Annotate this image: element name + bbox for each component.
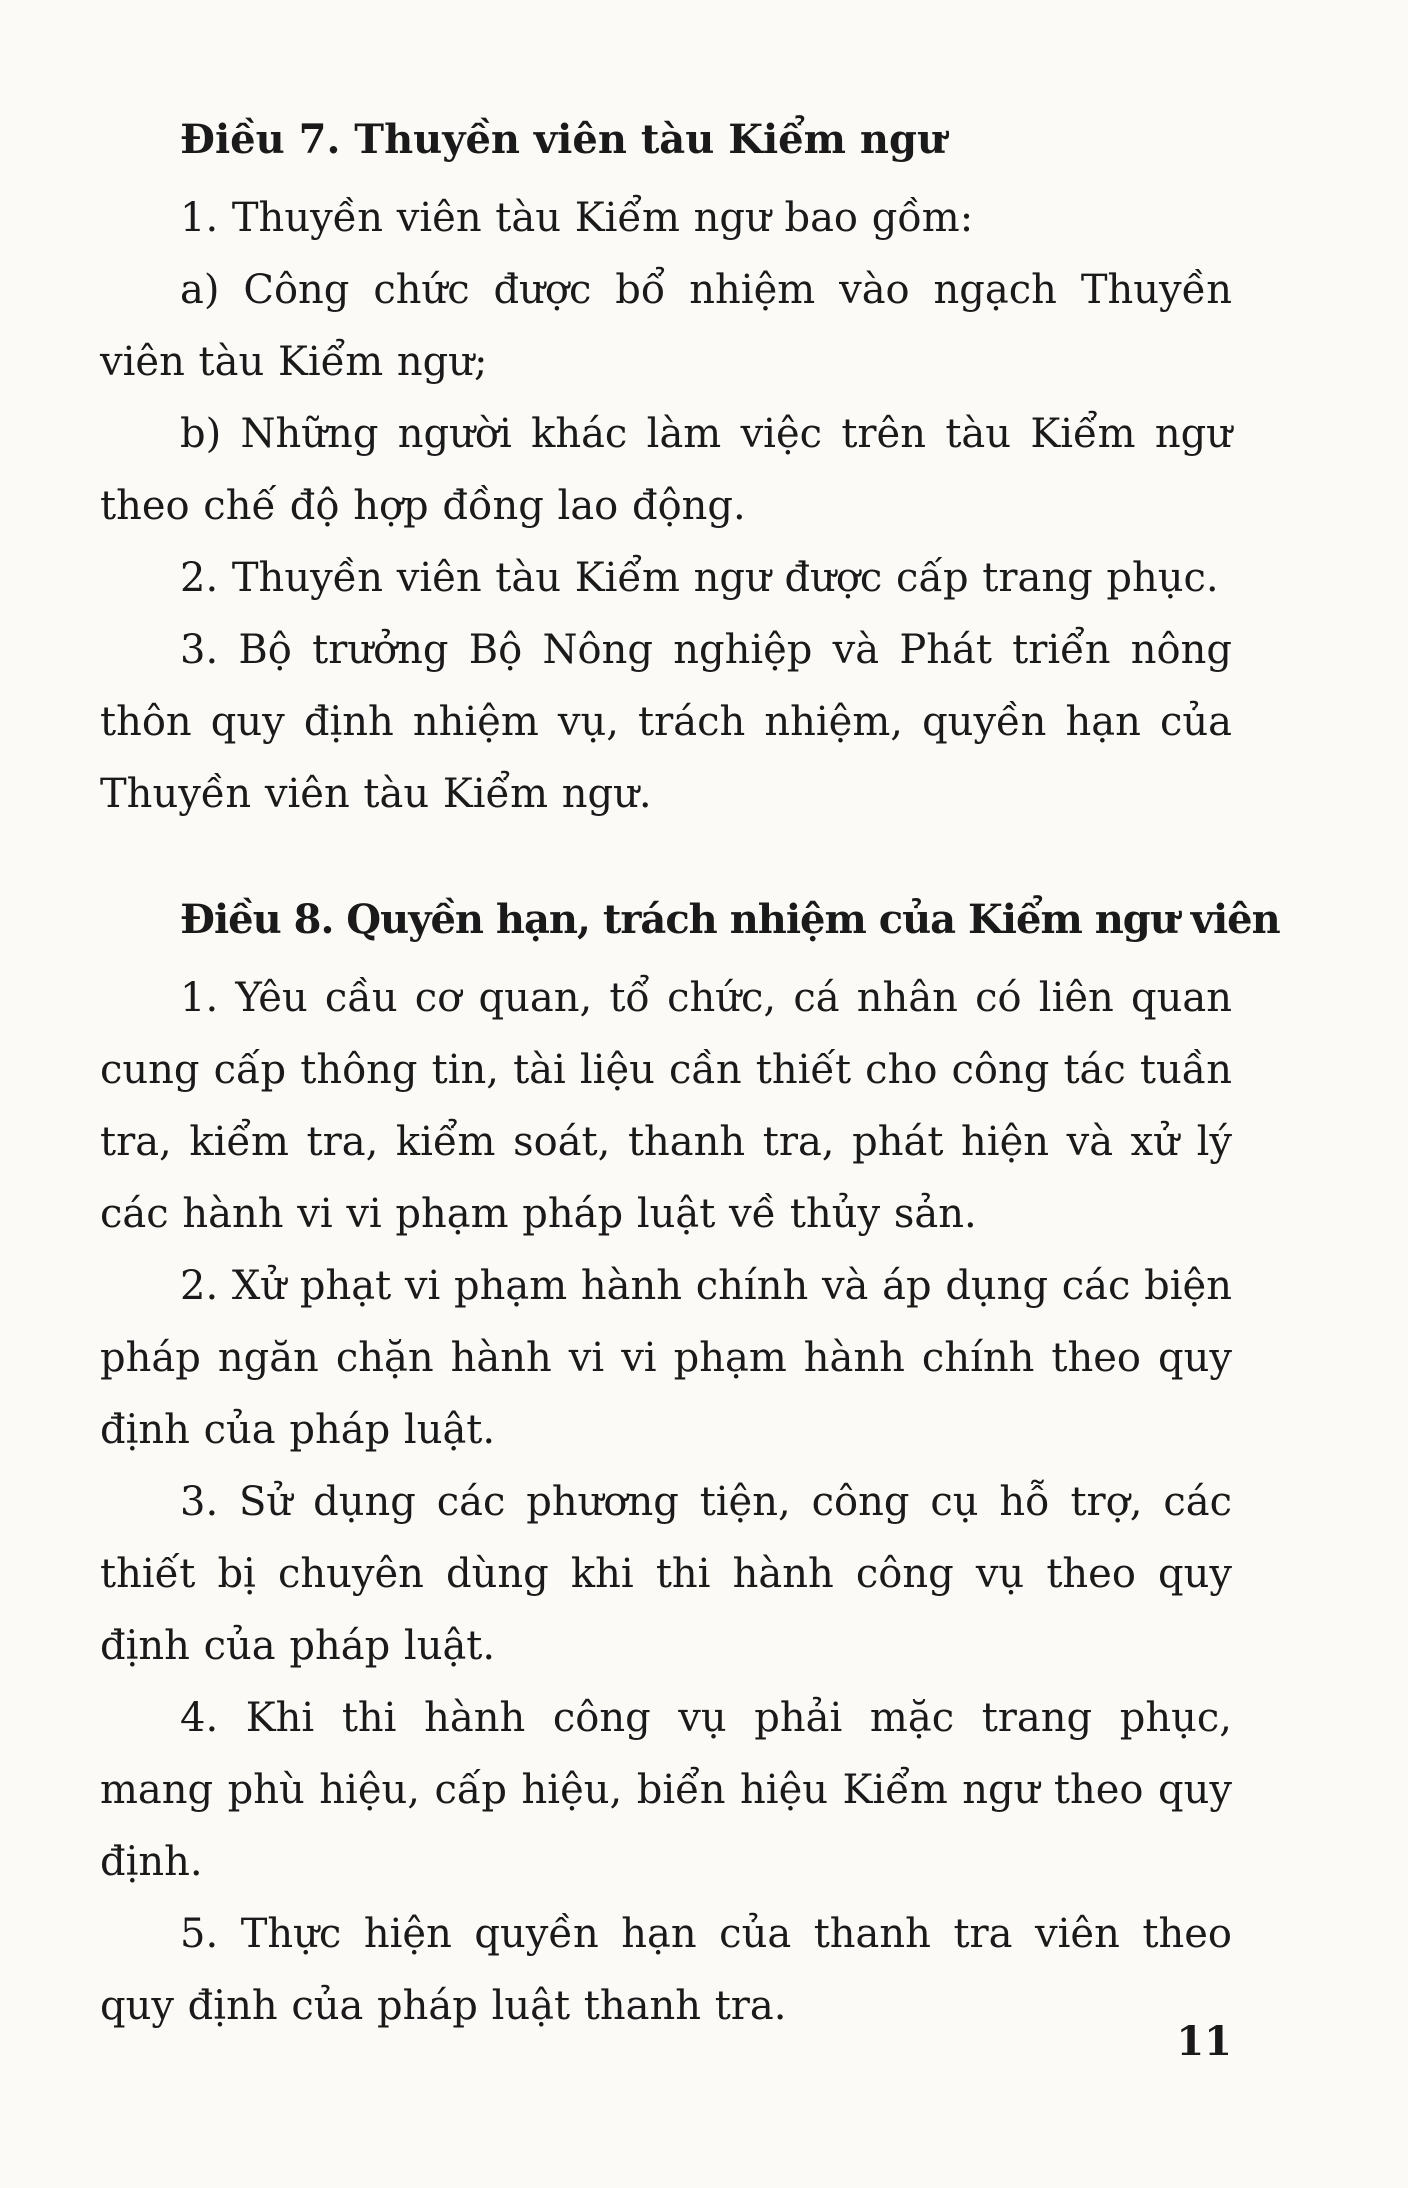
page-number: 11 <box>1176 2018 1232 2065</box>
article-7-clause-1a: a) Công chức được bổ nhiệm vào ngạch Thuyền viên tàu Kiểm ngư; <box>100 267 1232 385</box>
article-8-clause-4: 4. Khi thi hành công vụ phải mặc trang phục, mang phù hiệu, cấp hiệu, biển hiệu Kiểm ngư theo quy định. <box>100 1695 1232 1885</box>
article-7-clause-3: 3. Bộ trưởng Bộ Nông nghiệp và Phát triển nông thôn quy định nhiệm vụ, trách nhiệm, quyền hạn của Thuyền viên tàu Kiểm ngư. <box>100 627 1232 817</box>
article-7-clause-1: 1. Thuyền viên tàu Kiểm ngư bao gồm: <box>180 195 974 241</box>
article-8-clause-3: 3. Sử dụng các phương tiện, công cụ hỗ trợ, các thiết bị chuyên dùng khi thi hành công vụ theo quy định của pháp luật. <box>100 1479 1232 1669</box>
article-7-clause-1b: b) Những người khác làm việc trên tàu Kiểm ngư theo chế độ hợp đồng lao động. <box>100 411 1232 529</box>
article-8-clause-1: 1. Yêu cầu cơ quan, tổ chức, cá nhân có liên quan cung cấp thông tin, tài liệu cần thiết cho công tác tuần tra, kiểm tra, kiểm soát, thanh tra, phát hiện và xử lý các hành vi vi phạm pháp luật về thủy sản. <box>100 975 1232 1237</box>
article-7 <box>100 110 1232 830</box>
article-8-heading: Điều 8. Quyền hạn, trách nhiệm của Kiểm ngư viên <box>180 896 1280 943</box>
document-page <box>100 110 1280 2042</box>
article-7-heading: Điều 7. Thuyền viên tàu Kiểm ngư <box>180 116 947 163</box>
article-8-clause-5: 5. Thực hiện quyền hạn của thanh tra viên theo quy định của pháp luật thanh tra. <box>100 1911 1232 2029</box>
article-7-clause-2: 2. Thuyền viên tàu Kiểm ngư được cấp trang phục. <box>180 555 1219 601</box>
article-8-clause-2: 2. Xử phạt vi phạm hành chính và áp dụng các biện pháp ngăn chặn hành vi vi phạm hành chính theo quy định của pháp luật. <box>100 1263 1232 1453</box>
article-8 <box>100 890 1280 2042</box>
